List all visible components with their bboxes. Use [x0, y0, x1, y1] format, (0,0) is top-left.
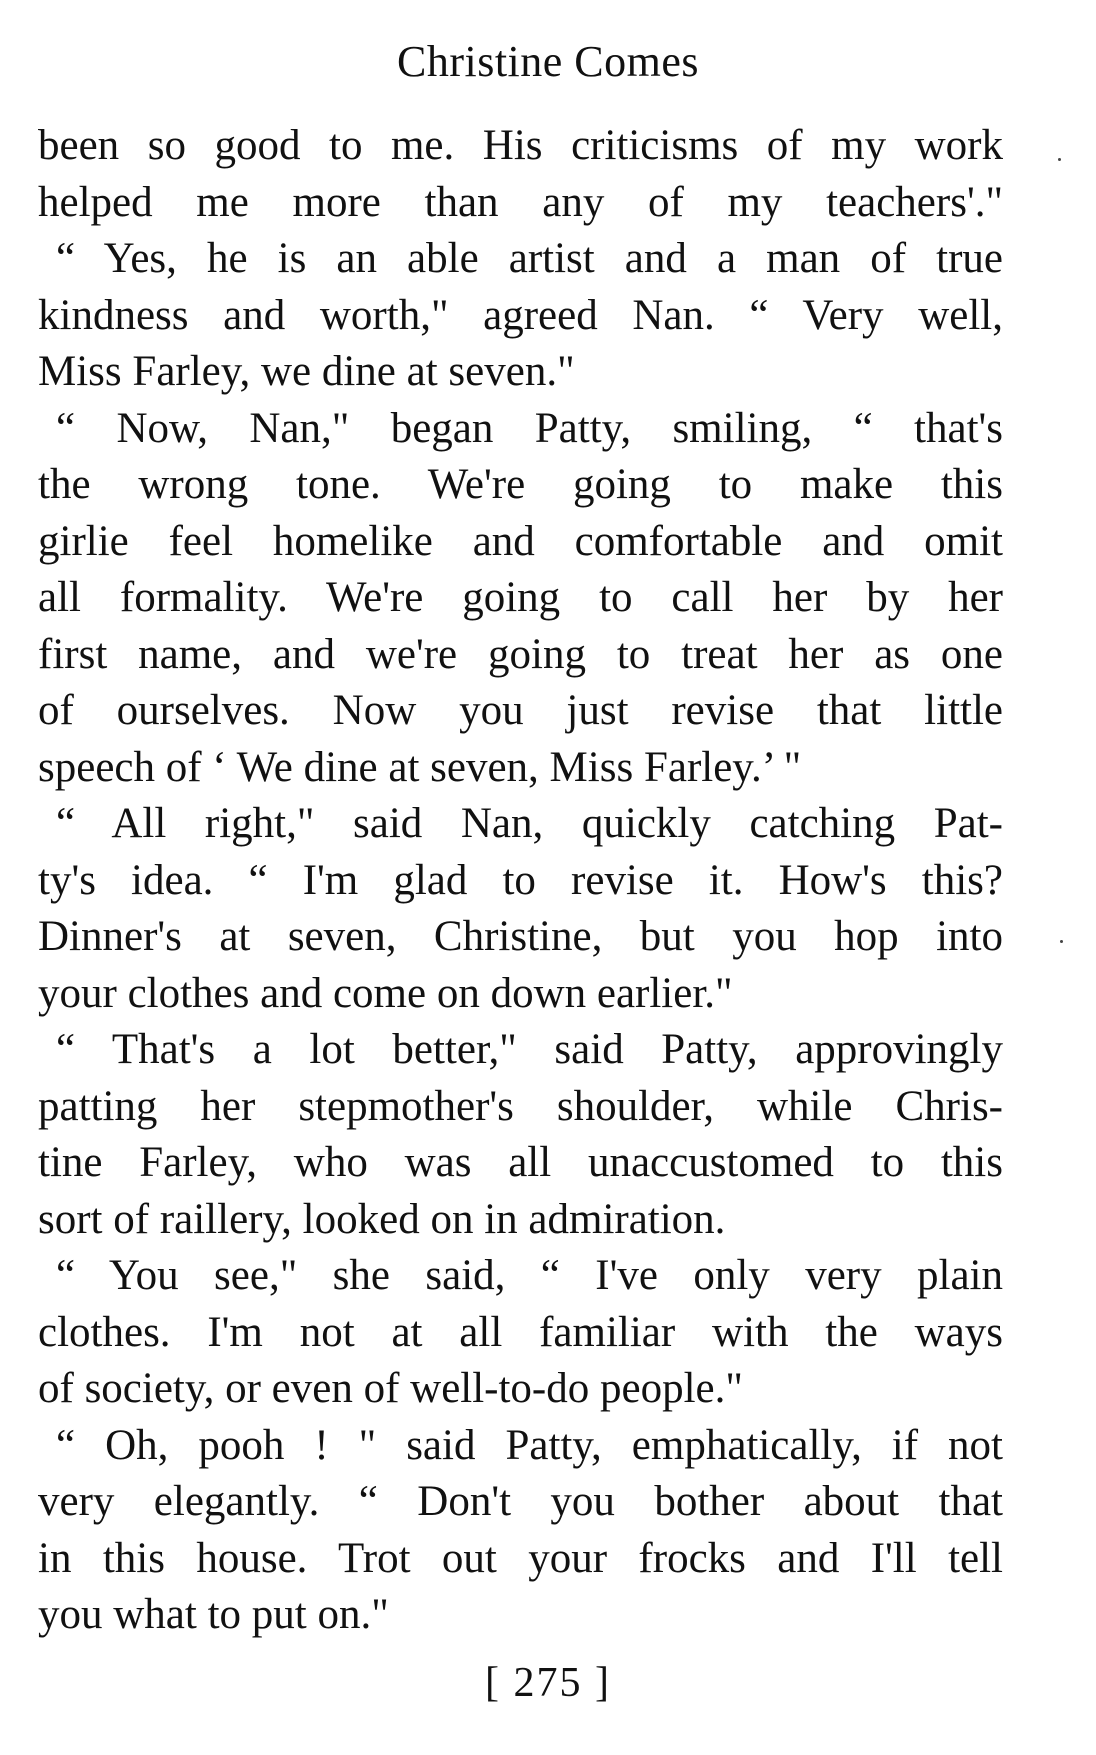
text-line: “ Yes, he is an able artist and a man of true: [56, 235, 1003, 282]
text-line: kindness and worth," agreed Nan. “ Very well,: [38, 291, 1003, 339]
text-line: all formality. We're going to call her by her: [38, 574, 1003, 621]
text-line: of society, or even of well-to-do people.": [38, 1365, 743, 1412]
text-line: “ You see," she said, “ I've only very plain: [56, 1252, 1003, 1299]
text-line: very elegantly. “ Don't you bother about that: [38, 1478, 1003, 1525]
running-head: Christine Comes: [396, 37, 700, 86]
text-line: tine Farley, who was all unaccustomed to this: [38, 1139, 1003, 1186]
text-line: “ Oh, pooh ! " said Patty, emphatically, if not: [56, 1421, 1003, 1469]
text-line: you what to put on.": [38, 1591, 389, 1638]
text-line: girlie feel homelike and comfortable and omit: [38, 517, 1003, 565]
body-text: [38, 118, 1003, 1644]
text-line: “ All right," said Nan, quickly catching Pat-: [56, 800, 1003, 847]
margin-speck: [1058, 158, 1061, 161]
text-line: patting her stepmother's shoulder, while Chris-: [38, 1082, 1003, 1130]
text-line: your clothes and come on down earlier.": [38, 969, 733, 1017]
text-line: in this house. Trot out your frocks and I'll tell: [38, 1534, 1003, 1582]
text-line: clothes. I'm not at all familiar with the ways: [38, 1308, 1003, 1356]
page-number: [ 275 ]: [485, 1660, 611, 1706]
text-line: of ourselves. Now you just revise that little: [38, 687, 1003, 734]
text-line: Dinner's at seven, Christine, but you hop into: [38, 913, 1003, 960]
text-line: “ That's a lot better," said Patty, approvingly: [56, 1026, 1003, 1073]
text-line: been so good to me. His criticisms of my work: [38, 122, 1003, 169]
text-line: Miss Farley, we dine at seven.": [38, 348, 575, 395]
margin-speck: [1060, 940, 1063, 943]
text-line: the wrong tone. We're going to make this: [38, 461, 1003, 508]
text-line: sort of raillery, looked on in admiration.: [38, 1195, 726, 1243]
text-line: “ Now, Nan," began Patty, smiling, “ that's: [56, 404, 1003, 452]
text-line: first name, and we're going to treat her as one: [38, 630, 1003, 678]
text-line: ty's idea. “ I'm glad to revise it. How's this?: [38, 856, 1003, 904]
text-line: speech of ‘ We dine at seven, Miss Farley.’ ": [38, 743, 802, 791]
text-line: helped me more than any of my teachers'.": [38, 178, 1003, 226]
